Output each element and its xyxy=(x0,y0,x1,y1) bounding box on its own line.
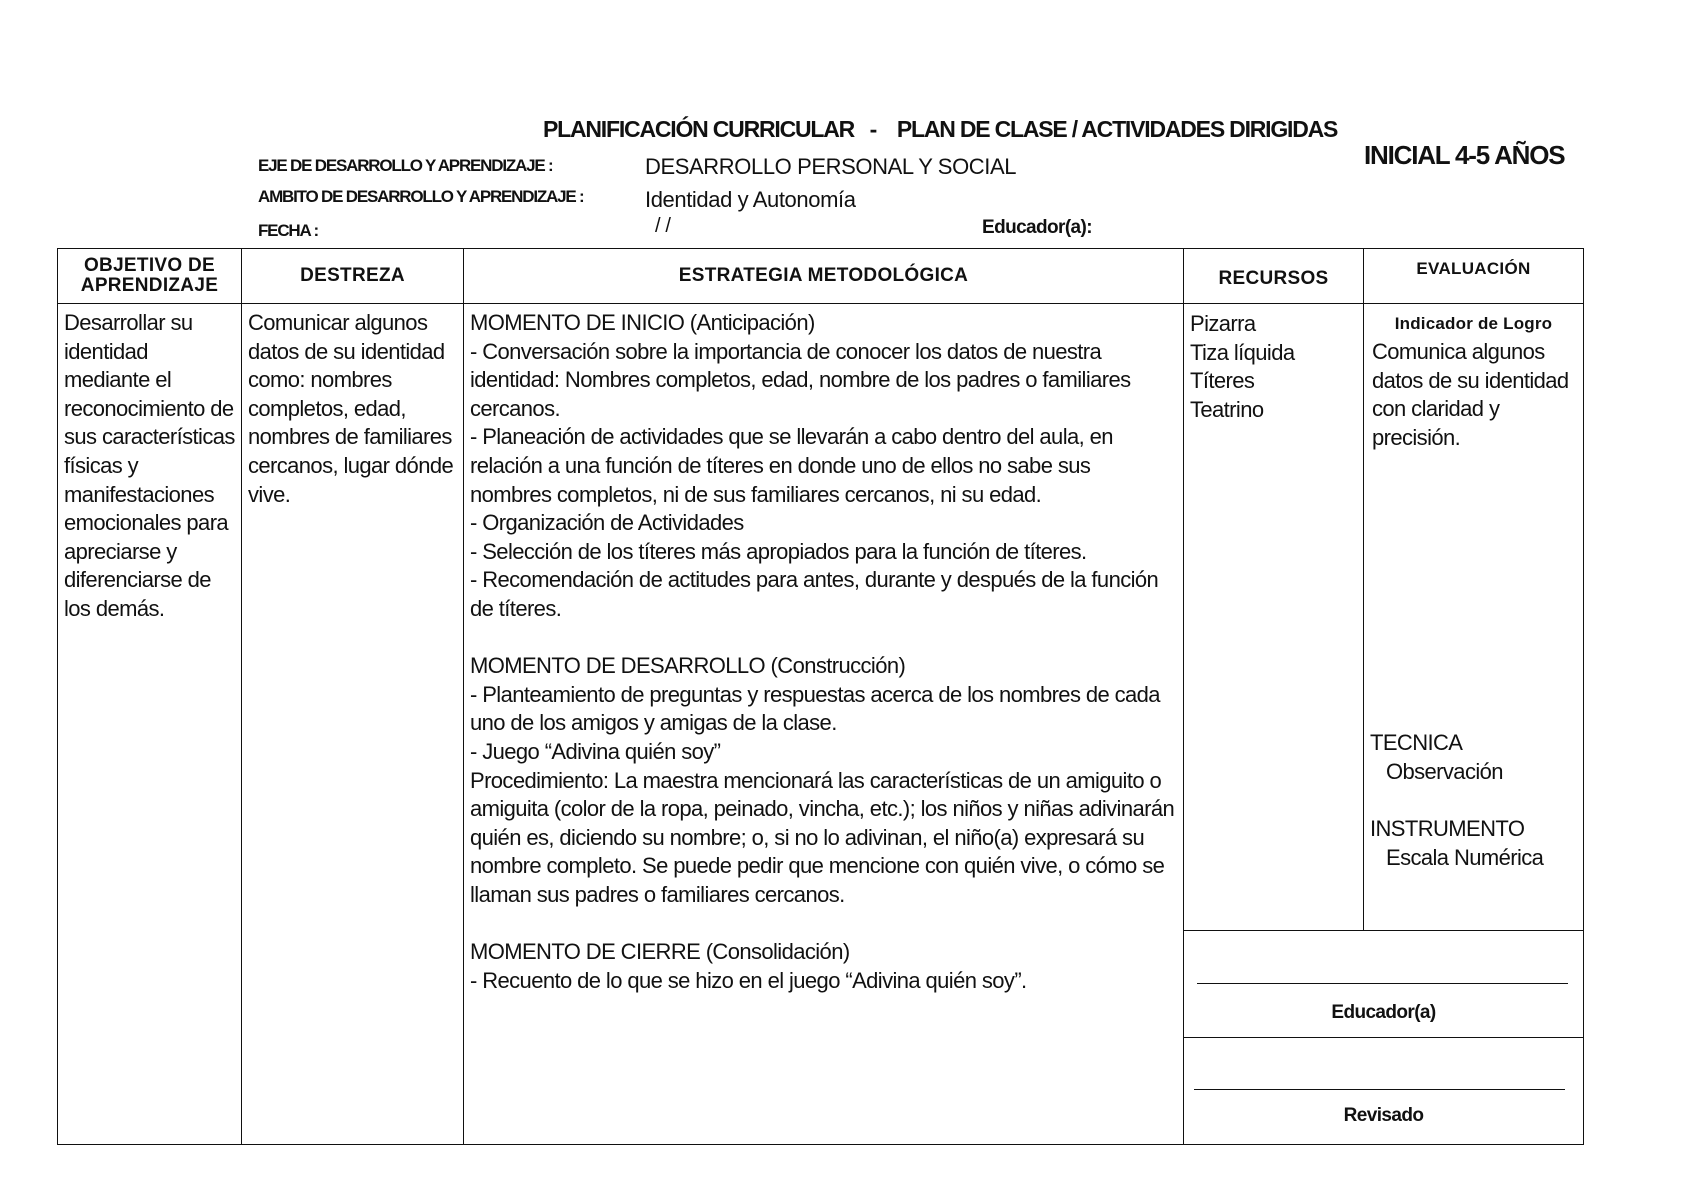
desarrollo-item: Procedimiento: La maestra mencionará las características de un amiguito o amiguita (color de la ropa, peinado, vincha, etc.); los niños y niñas adivinarán quién es, diciendo su nombre; o, si no lo adivinan, el niño(a) expresará su nombre completo. Se puede pedir que mencione con quién vive, o cómo se llaman sus padres o familiares cercanos. xyxy=(470,767,1175,907)
instrumento-value: Escala Numérica xyxy=(1386,844,1544,870)
destreza-cell xyxy=(242,304,464,1145)
indicador-text: Comunica algunos datos de su identidad con claridad y precisión. xyxy=(1372,339,1569,450)
tecnica-block xyxy=(1370,729,1503,786)
inicio-item: - Selección de los títeres más apropiados para la función de títeres. xyxy=(470,538,1087,564)
inicio-item: - Conversación sobre la importancia de conocer los datos de nuestra identidad: Nombres completos, edad, nombre de los padres o familiares cercanos. xyxy=(470,338,1131,421)
inicio-item: - Organización de Actividades xyxy=(470,510,744,536)
tecnica-value: Observación xyxy=(1386,758,1503,784)
fecha-label: FECHA : xyxy=(258,221,318,240)
momento-desarrollo xyxy=(470,652,1177,909)
signature-educador-label: Educador(a) xyxy=(1331,1002,1436,1023)
header-objetivo: OBJETIVO DE APRENDIZAJE xyxy=(58,249,242,304)
eje-label: EJE DE DESARROLLO Y APRENDIZAJE : xyxy=(258,156,553,175)
inicio-item: - Recomendación de actitudes para antes, durante y después de la función de títeres. xyxy=(470,567,1159,621)
momento-cierre xyxy=(470,938,1177,995)
eje-value: DESARROLLO PERSONAL Y SOCIAL xyxy=(645,154,1017,179)
table-header-row xyxy=(58,249,1584,304)
lesson-plan-table xyxy=(57,248,1584,1145)
signature-line xyxy=(1194,1089,1565,1090)
header-destreza: DESTREZA xyxy=(242,249,464,304)
inicio-item: - Planeación de actividades que se llevarán a cabo dentro del aula, en relación a una función de títeres en donde uno de ellos no sabe sus nombres completos, ni de sus familiares cercanos, ni su edad. xyxy=(470,424,1113,507)
header-evaluacion: EVALUACIÓN xyxy=(1364,249,1584,304)
signature-revisado-label: Revisado xyxy=(1343,1105,1424,1126)
recurso-item: Teatrino xyxy=(1190,396,1264,422)
ambito-value: Identidad y Autonomía xyxy=(645,187,856,212)
estrategia-cell xyxy=(464,304,1184,1145)
signature-line xyxy=(1197,983,1568,984)
instrumento-label: INSTRUMENTO xyxy=(1370,816,1525,841)
desarrollo-item: - Juego “Adivina quién soy” xyxy=(470,738,721,764)
level-label: INICIAL 4-5 AÑOS xyxy=(1364,140,1565,170)
recursos-list xyxy=(1184,304,1363,424)
momento-desarrollo-title: MOMENTO DE DESARROLLO (Construcción) xyxy=(470,653,906,679)
tecnica-label: TECNICA xyxy=(1370,730,1463,755)
desarrollo-item: - Planteamiento de preguntas y respuestas acerca de los nombres de cada uno de los amigos y amigas de la clase. xyxy=(470,681,1160,736)
ambito-label: AMBITO DE DESARROLLO Y APRENDIZAJE : xyxy=(258,187,584,206)
indicador-label: Indicador de Logro xyxy=(1394,314,1553,333)
momento-inicio xyxy=(470,309,1177,624)
recurso-item: Tiza líquida xyxy=(1190,339,1295,365)
momento-inicio-title: MOMENTO DE INICIO (Anticipación) xyxy=(470,310,815,335)
header-recursos: RECURSOS xyxy=(1184,249,1364,304)
educador-header-label: Educador(a): xyxy=(982,217,1092,238)
page-title: PLANIFICACIÓN CURRICULAR - PLAN DE CLASE / ACTIVIDADES DIRIGIDAS xyxy=(543,116,1338,142)
recursos-cell xyxy=(1184,304,1364,931)
fecha-value: / / xyxy=(655,215,671,237)
recurso-item: Pizarra xyxy=(1190,311,1256,336)
signature-revisado-cell xyxy=(1184,1038,1584,1145)
estrategia-content xyxy=(464,304,1183,995)
objetivo-text: Desarrollar su identidad mediante el reconocimiento de sus características físicas y manifestaciones emocionales para apreciarse y diferenciarse de los demás. xyxy=(64,310,235,621)
momento-cierre-title: MOMENTO DE CIERRE (Consolidación) xyxy=(470,939,850,965)
recurso-item: Títeres xyxy=(1190,368,1255,394)
table-body-row xyxy=(58,304,1584,931)
header-estrategia: ESTRATEGIA METODOLÓGICA xyxy=(464,249,1184,304)
objetivo-cell xyxy=(58,304,242,1145)
evaluacion-cell xyxy=(1364,304,1584,931)
evaluacion-content xyxy=(1364,304,1583,930)
instrumento-block xyxy=(1370,815,1543,872)
cierre-item: - Recuento de lo que se hizo en el juego “Adivina quién soy”. xyxy=(470,967,1027,993)
destreza-text: Comunicar algunos datos de su identidad como: nombres completos, edad, nombres de familiares cercanos, lugar dónde vive. xyxy=(248,310,454,507)
signature-educador-cell xyxy=(1184,931,1584,1038)
